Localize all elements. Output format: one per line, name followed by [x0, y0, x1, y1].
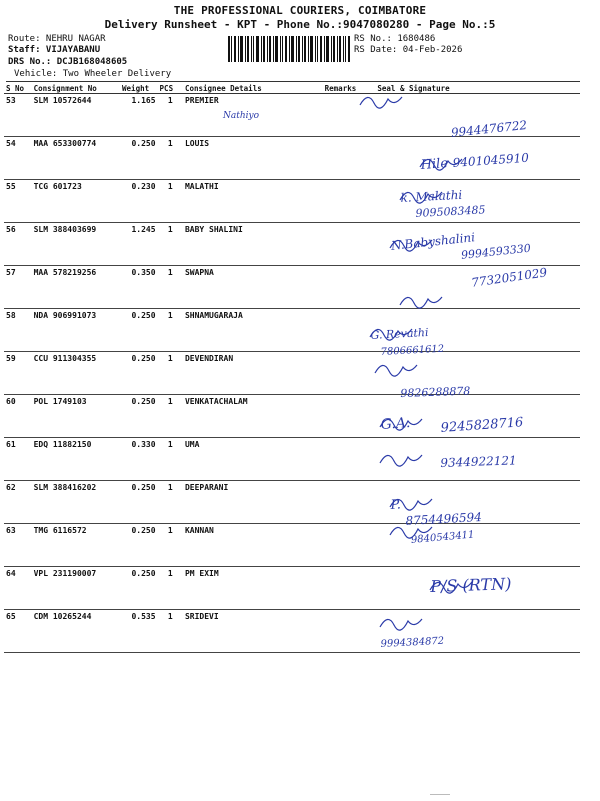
- row-weight: [120, 94, 158, 137]
- signature-flourish: [375, 365, 417, 376]
- row-consignment-no: [32, 395, 120, 438]
- row-sno: [4, 567, 32, 610]
- signature: [380, 415, 524, 436]
- signature-flourish: [380, 455, 422, 466]
- col-sno: S No: [4, 83, 32, 94]
- row-weight: [120, 438, 158, 481]
- row-weight-text: 0.535: [131, 612, 156, 621]
- row-pcs: [158, 223, 183, 266]
- signature: [400, 265, 548, 308]
- row-pcs: [158, 266, 183, 309]
- signature-phone: 9994593330: [460, 241, 532, 262]
- row-consignment-no-text: SLM 388416202: [33, 483, 97, 492]
- row-sno-text: 56: [6, 225, 16, 234]
- row-weight: [120, 352, 158, 395]
- company-title: THE PROFESSIONAL COURIERS, COIMBATORE: [173, 4, 427, 17]
- row-consignee-text: PREMIER: [184, 96, 219, 105]
- rs-date: RS Date: 04-Feb-2026: [354, 45, 463, 55]
- row-pcs: [158, 481, 183, 524]
- row-sno: [4, 309, 32, 352]
- row-consignment-no: [32, 266, 120, 309]
- row-weight: [120, 309, 158, 352]
- row-sno-text: 57: [6, 268, 16, 277]
- row-pcs-text: 1: [167, 526, 173, 535]
- signature-name: P.: [390, 497, 402, 513]
- row-pcs: [158, 94, 183, 137]
- row-consignment-no: [32, 309, 120, 352]
- signature: [400, 188, 486, 220]
- row-weight: [120, 481, 158, 524]
- signature: [380, 619, 444, 650]
- row-consignment-no: [32, 137, 120, 180]
- row-sno-text: 61: [6, 440, 16, 449]
- row-consignment-no: [32, 180, 120, 223]
- row-weight-text: 0.250: [131, 354, 156, 363]
- row-sno-text: 62: [6, 483, 16, 492]
- row-sno-text: 64: [6, 569, 16, 578]
- drs-number: DRS No.: DCJB168048605: [8, 57, 128, 67]
- row-weight-text: 0.330: [131, 440, 156, 449]
- row-consignment-no: [32, 524, 120, 567]
- row-consignment-no-text: MAA 578219256: [33, 268, 97, 277]
- col-pcs: PCS: [158, 83, 183, 94]
- row-pcs-text: 1: [167, 612, 173, 621]
- row-consignment-no-text: TCG 601723: [33, 182, 82, 191]
- row-sno-text: 65: [6, 612, 16, 621]
- vehicle-label: Vehicle: Two Wheeler Delivery: [14, 69, 172, 79]
- row-pcs-text: 1: [167, 225, 173, 234]
- row-sno: [4, 438, 32, 481]
- row-consignee-text: SWAPNA: [184, 268, 214, 277]
- rs-number: RS No.: 1680486: [354, 34, 436, 44]
- signature: [389, 497, 482, 528]
- col-seal-signature: Seal & Signature: [375, 83, 580, 94]
- staff-label: Staff: VIJAYABANU: [8, 45, 101, 55]
- signature: [380, 453, 517, 470]
- signature: [375, 365, 471, 400]
- row-consignee-text: UMA: [184, 440, 200, 449]
- row-pcs-text: 1: [167, 440, 173, 449]
- signature-flourish: [360, 97, 402, 108]
- row-pcs: [158, 438, 183, 481]
- row-pcs: [158, 352, 183, 395]
- row-consignment-no-text: EDQ 11882150: [33, 440, 92, 449]
- row-consignment-no-text: CCU 911304355: [33, 354, 97, 363]
- row-consignee: [183, 180, 323, 223]
- row-pcs: [158, 309, 183, 352]
- header-rule: [6, 81, 580, 82]
- row-consignee: [183, 481, 323, 524]
- row-consignee: [183, 137, 323, 180]
- row-sno-text: 55: [6, 182, 16, 191]
- row-sno: [4, 524, 32, 567]
- table-header-row: [4, 83, 580, 94]
- row-consignment-no-text: POL 1749103: [33, 397, 87, 406]
- row-consignee: [183, 438, 323, 481]
- row-pcs: [158, 137, 183, 180]
- runsheet-subtitle: Delivery Runsheet - KPT - Phone No.:9047080280 - Page No.:5: [104, 18, 496, 31]
- col-consignment: Consignment No: [32, 83, 120, 94]
- row-consignee: [183, 223, 323, 266]
- row-consignee-text: DEVENDIRAN: [184, 354, 234, 363]
- row-weight-text: 0.250: [131, 569, 156, 578]
- signature: [370, 326, 444, 358]
- row-pcs: [158, 524, 183, 567]
- row-weight-text: 0.350: [131, 268, 156, 277]
- row-consignment-no-text: NDA 906991073: [33, 311, 97, 320]
- row-sno: [4, 223, 32, 266]
- row-consignee-text: PM EXIM: [184, 569, 219, 578]
- row-consignee: [183, 610, 323, 653]
- row-consignee: [183, 395, 323, 438]
- row-sno: [4, 481, 32, 524]
- row-consignment-no: [32, 223, 120, 266]
- row-consignment-no-text: TMG 6116572: [33, 526, 87, 535]
- row-pcs-text: 1: [167, 311, 173, 320]
- row-consignment-no-text: VPL 231190007: [33, 569, 97, 578]
- row-weight-text: 0.250: [131, 311, 156, 320]
- barcode: [228, 36, 350, 62]
- row-consignment-no-text: MAA 653300774: [33, 139, 97, 148]
- row-pcs-text: 1: [167, 268, 173, 277]
- row-sno-text: 58: [6, 311, 16, 320]
- row-consignee-text: BABY SHALINI: [184, 225, 243, 234]
- signature-phone: 9344922121: [440, 453, 517, 470]
- signature-phone: 9245828716: [440, 415, 524, 436]
- row-consignee: [183, 567, 323, 610]
- row-pcs-text: 1: [167, 182, 173, 191]
- row-sno: [4, 352, 32, 395]
- signature-name: G. Revathi: [370, 325, 429, 342]
- row-consignee: [183, 266, 323, 309]
- row-consignment-no: [32, 481, 120, 524]
- row-consignee-text: MALATHI: [184, 182, 219, 191]
- row-weight: [120, 180, 158, 223]
- row-consignee: [183, 309, 323, 352]
- row-consignment-no: [32, 438, 120, 481]
- row-consignee-text: LOUIS: [184, 139, 210, 148]
- row-sno-text: 53: [6, 96, 16, 105]
- row-consignee-text: SRIDEVI: [184, 612, 219, 621]
- row-weight-text: 0.250: [131, 526, 156, 535]
- row-weight: [120, 610, 158, 653]
- row-consignee: [183, 94, 323, 137]
- row-consignee: [183, 524, 323, 567]
- row-weight: [120, 567, 158, 610]
- row-consignee-text: KANNAN: [184, 526, 214, 535]
- signature-name: P/S (RTN): [429, 574, 512, 596]
- row-pcs-text: 1: [167, 96, 173, 105]
- row-pcs: [158, 610, 183, 653]
- row-sno: [4, 137, 32, 180]
- row-sno: [4, 180, 32, 223]
- signature: [429, 574, 512, 596]
- signature: [389, 230, 531, 262]
- row-weight-text: 1.245: [131, 225, 156, 234]
- row-pcs-text: 1: [167, 569, 173, 578]
- row-consignment-no-text: CDM 10265244: [33, 612, 92, 621]
- row-consignment-no-text: SLM 10572644: [33, 96, 92, 105]
- row-weight: [120, 137, 158, 180]
- row-consignment-no: [32, 567, 120, 610]
- row-consignee-text: VENKATACHALAM: [184, 397, 248, 406]
- row-pcs: [158, 180, 183, 223]
- row-sno: [4, 610, 32, 653]
- signature-name: Hile: [420, 156, 449, 173]
- row-weight: [120, 266, 158, 309]
- row-weight: [120, 223, 158, 266]
- signature-phone: 8754496594: [405, 509, 483, 528]
- signature-phone: 9826288878: [400, 384, 471, 400]
- signature: [419, 151, 530, 173]
- row-consignment-no: [32, 610, 120, 653]
- signature-ink-layer: [360, 93, 600, 650]
- row-sno-text: 59: [6, 354, 16, 363]
- row-weight-text: 1.165: [131, 96, 156, 105]
- row-sno: [4, 94, 32, 137]
- signature-phone: 7732051029: [470, 265, 548, 290]
- signature-phone: 9095083485: [415, 203, 486, 220]
- signature-phone: 9994384872: [380, 635, 445, 650]
- col-remarks: Remarks: [323, 83, 376, 94]
- signature-flourish: [400, 297, 442, 308]
- signature: [360, 97, 528, 140]
- row-pcs-text: 1: [167, 354, 173, 363]
- col-weight: Weight: [120, 83, 158, 94]
- row-weight-text: 0.250: [131, 483, 156, 492]
- row-pcs: [158, 395, 183, 438]
- row-pcs-text: 1: [167, 139, 173, 148]
- row-sno-text: 54: [6, 139, 16, 148]
- signature: [390, 527, 475, 546]
- signature-phone: 9944476722: [450, 118, 528, 140]
- signature-phone: 9401045910: [452, 150, 530, 170]
- row-weight-text: 0.230: [131, 182, 156, 191]
- row-sno-text: 63: [6, 526, 16, 535]
- row-consignment-no-text: SLM 388403699: [33, 225, 97, 234]
- row-weight-text: 0.250: [131, 139, 156, 148]
- signature-name: N.Babyshalini: [390, 230, 476, 253]
- row-weight-text: 0.250: [131, 397, 156, 406]
- row-consignment-no: [32, 94, 120, 137]
- row-consignment-no: [32, 352, 120, 395]
- route-label: Route: NEHRU NAGAR: [8, 34, 106, 44]
- signature-phone: 9840543411: [410, 529, 475, 546]
- row-sno: [4, 266, 32, 309]
- signature-flourish: [380, 619, 422, 630]
- row-consignee: [183, 352, 323, 395]
- row-pcs-text: 1: [167, 483, 173, 492]
- signature-name: k. Malathi: [400, 187, 463, 205]
- signature-phone: 7806661612: [380, 343, 445, 358]
- row-pcs: [158, 567, 183, 610]
- handwritten-note: Nathiyo: [222, 111, 260, 121]
- row-sno: [4, 395, 32, 438]
- row-consignee-text: DEEPARANI: [184, 483, 229, 492]
- row-weight: [120, 524, 158, 567]
- row-consignee-text: SHNAMUGARAJA: [184, 311, 243, 320]
- row-weight: [120, 395, 158, 438]
- signature-name: G.A.: [380, 414, 411, 433]
- row-pcs-text: 1: [167, 397, 173, 406]
- row-sno-text: 60: [6, 397, 16, 406]
- col-consignee: Consignee Details: [183, 83, 323, 94]
